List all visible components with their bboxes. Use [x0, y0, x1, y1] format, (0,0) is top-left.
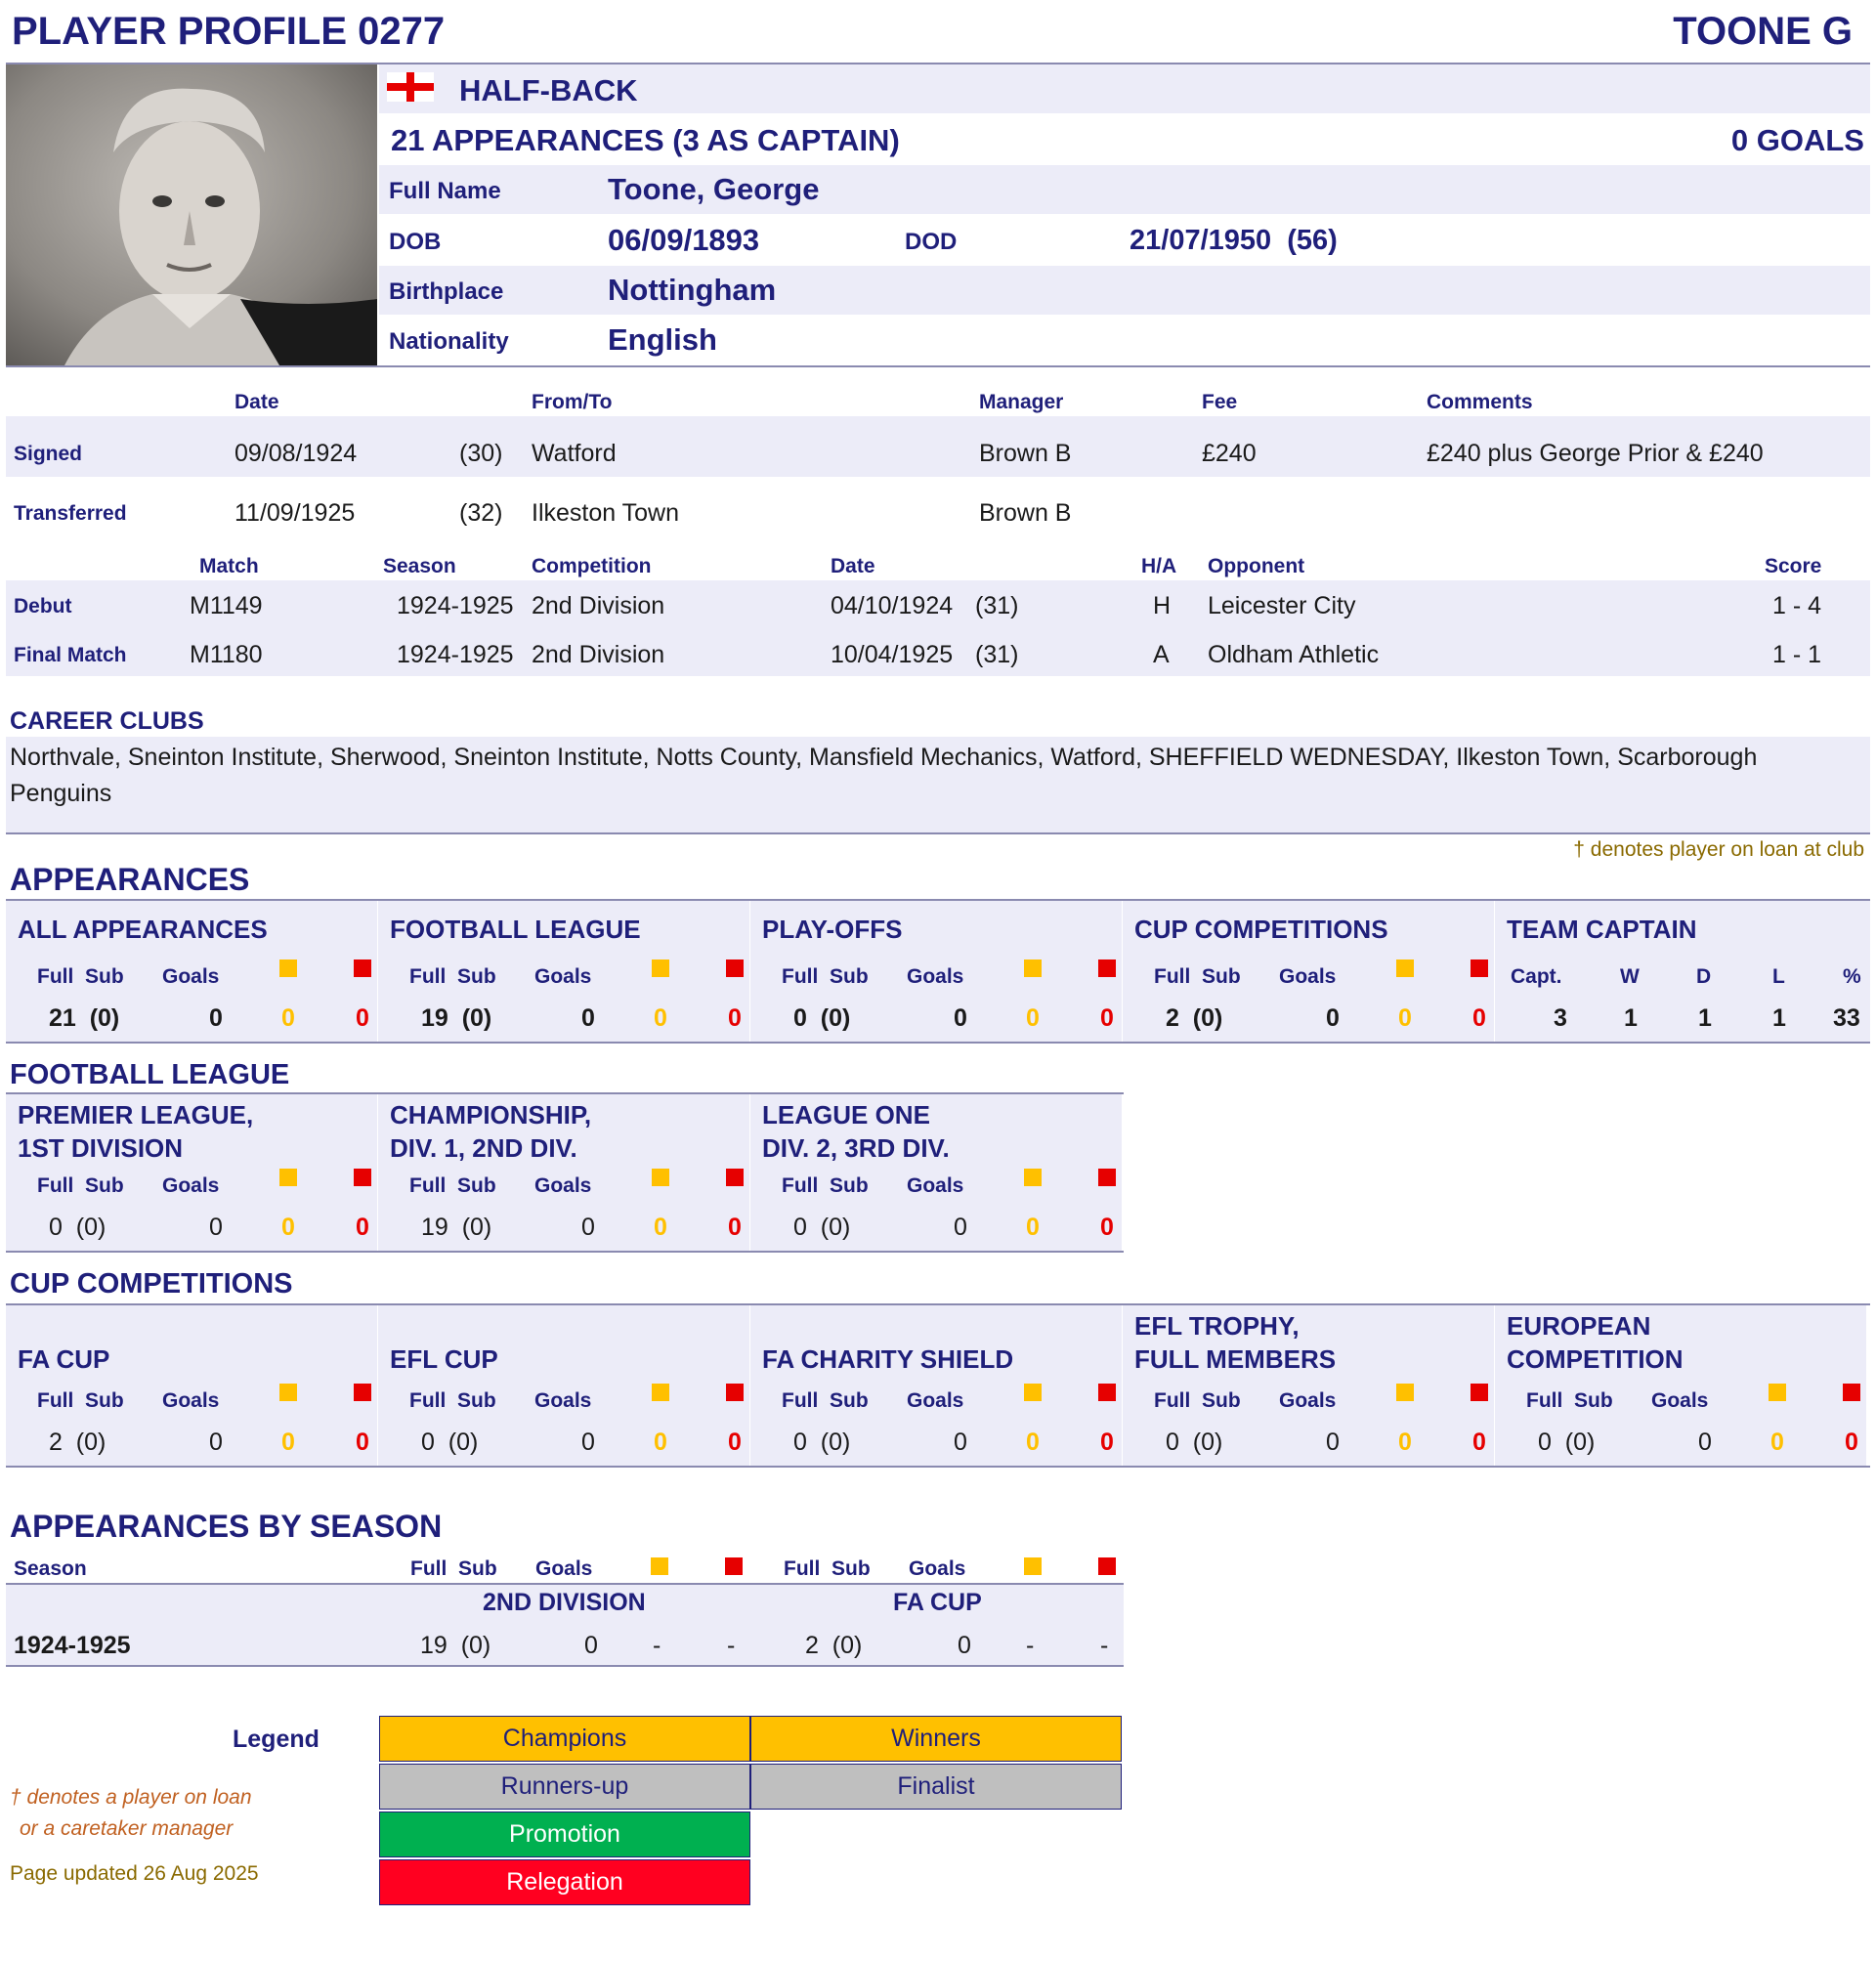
legend-loan-note-2: or a caretaker manager [20, 1817, 234, 1840]
debut-season: 1924-1925 [397, 592, 514, 619]
yellow-card-icon [1769, 1384, 1786, 1401]
stats-tile [378, 1305, 749, 1466]
by-season-title: APPEARANCES BY SEASON [10, 1509, 443, 1544]
tile-header-goals: Goals [907, 965, 964, 988]
yellow-card-icon [1024, 1384, 1042, 1401]
season-row-c2-goals: 0 [958, 1632, 971, 1659]
tile-header-full-sub: Full Sub [409, 1389, 496, 1412]
captain-header-d: D [1696, 965, 1712, 988]
season-row-c1-apps: 19 (0) [420, 1632, 491, 1659]
tile-title-line1: EFL TROPHY, [1134, 1311, 1300, 1341]
season-row-c1-red: - [727, 1632, 736, 1659]
tile-red-value: 0 [356, 1428, 369, 1456]
tile-yellow-value: 0 [1398, 1428, 1412, 1456]
transfer-header-comments: Comments [1427, 391, 1533, 413]
tile-goals-value: 0 [1698, 1428, 1712, 1456]
tile-title-line1: LEAGUE ONE [762, 1100, 930, 1130]
debut-age: (31) [975, 592, 1019, 619]
tile-header-goals: Goals [162, 965, 220, 988]
career-clubs-line2: Penguins [10, 780, 112, 807]
signed-manager: Brown B [979, 440, 1072, 467]
tile-title-line2: FA CHARITY SHIELD [762, 1344, 1014, 1374]
tile-title: FOOTBALL LEAGUE [390, 915, 641, 944]
tile-goals-value: 0 [1326, 1004, 1340, 1032]
red-card-icon [726, 1384, 744, 1401]
career-clubs-line1: Northvale, Sneinton Institute, Sherwood, Sneinton Institute, Notts County, Mansfield Mechanics, Watford, SHEFFIELD WEDNESDAY, Ilkeston Town, Scarborough [10, 744, 1758, 771]
tile-apps-value: 0 (0) [793, 1428, 851, 1456]
tile-apps-value: 2 (0) [1166, 1004, 1223, 1032]
tile-goals-value: 0 [209, 1214, 223, 1241]
match-header-opponent: Opponent [1208, 555, 1305, 577]
transferred-date: 11/09/1925 [234, 499, 356, 527]
captain-value-capt: 3 [1554, 1004, 1567, 1032]
nationality-label: Nationality [389, 328, 509, 355]
stats-tile [1495, 1305, 1866, 1466]
tile-header-full-sub: Full Sub [782, 1174, 869, 1197]
yellow-card-icon [651, 1557, 668, 1575]
season-row-c2-red: - [1100, 1632, 1109, 1659]
match-header-score: Score [1765, 555, 1822, 577]
legend-loan-note-1: † denotes a player on loan [10, 1786, 252, 1809]
tile-header-goals: Goals [534, 1174, 592, 1197]
transferred-manager: Brown B [979, 499, 1072, 527]
season-comp-2nd-division: 2ND DIVISION [483, 1589, 646, 1616]
yellow-card-icon [652, 1169, 669, 1186]
tile-header-goals: Goals [907, 1389, 964, 1412]
stats-tile [750, 1094, 1122, 1251]
tile-apps-value: 19 (0) [421, 1004, 492, 1032]
tile-header-goals: Goals [1279, 1389, 1337, 1412]
tile-apps-value: 0 (0) [1166, 1428, 1223, 1456]
tile-goals-value: 0 [1326, 1428, 1340, 1456]
tile-red-value: 0 [1472, 1428, 1486, 1456]
tile-yellow-value: 0 [1398, 1004, 1412, 1032]
yellow-card-icon [1024, 959, 1042, 977]
red-card-icon [726, 959, 744, 977]
yellow-card-icon [279, 1384, 297, 1401]
nationality-value: English [608, 322, 717, 357]
season-row-season: 1924-1925 [14, 1632, 131, 1659]
season-header-full-sub-1: Full Sub [410, 1557, 497, 1580]
tile-goals-value: 0 [581, 1004, 595, 1032]
season-header-goals-2: Goals [909, 1557, 966, 1580]
signed-fee: £240 [1202, 440, 1257, 467]
yellow-card-icon [279, 1169, 297, 1186]
season-header-full-sub-2: Full Sub [784, 1557, 871, 1580]
legend-champions: Champions [379, 1716, 750, 1762]
tile-header-full-sub: Full Sub [782, 1389, 869, 1412]
yellow-card-icon [1396, 959, 1414, 977]
final-date: 10/04/1925 [831, 641, 954, 668]
tile-header-goals: Goals [1651, 1389, 1709, 1412]
tile-title: PLAY-OFFS [762, 915, 903, 944]
legend-finalist: Finalist [750, 1764, 1122, 1810]
player-photo [6, 64, 377, 365]
stats-tile [378, 1094, 749, 1251]
stats-tile [1123, 1305, 1494, 1466]
tile-apps-value: 19 (0) [421, 1214, 492, 1241]
final-match-label: Final Match [14, 644, 127, 666]
tile-apps-value: 0 (0) [49, 1214, 107, 1241]
season-header-label: Season [14, 1557, 87, 1580]
captain-header-w: W [1620, 965, 1640, 988]
yellow-card-icon [1024, 1557, 1042, 1575]
debut-date: 04/10/1924 [831, 592, 954, 619]
tile-apps-value: 2 (0) [49, 1428, 107, 1456]
tile-title-line2: FA CUP [18, 1344, 110, 1374]
season-row-c2-yellow: - [1026, 1632, 1035, 1659]
transfer-header-date: Date [234, 391, 279, 413]
dod-label: DOD [905, 229, 958, 255]
team-captain-tile [1495, 901, 1870, 1042]
tile-red-value: 0 [1845, 1428, 1858, 1456]
season-header-goals-1: Goals [535, 1557, 593, 1580]
yellow-card-icon [279, 959, 297, 977]
match-header-match: Match [199, 555, 259, 577]
cup-competitions-title: CUP COMPETITIONS [10, 1268, 293, 1300]
tile-red-value: 0 [728, 1428, 742, 1456]
debut-score: 1 - 4 [1772, 592, 1822, 619]
red-card-icon [1098, 1384, 1116, 1401]
page-title: PLAYER PROFILE 0277 [12, 10, 446, 53]
red-card-icon [725, 1557, 743, 1575]
red-card-icon [1098, 1557, 1116, 1575]
tile-red-value: 0 [1100, 1214, 1114, 1241]
appearances-summary: 21 APPEARANCES (3 AS CAPTAIN) [391, 123, 900, 157]
tile-yellow-value: 0 [1026, 1214, 1040, 1241]
tile-header-goals: Goals [162, 1389, 220, 1412]
tile-red-value: 0 [728, 1214, 742, 1241]
tile-red-value: 0 [1472, 1004, 1486, 1032]
stats-tile [750, 1305, 1122, 1466]
debut-ha: H [1153, 592, 1172, 619]
tile-goals-value: 0 [581, 1214, 595, 1241]
stats-tile [1123, 901, 1494, 1042]
stats-tile [6, 1094, 377, 1251]
dob-value: 06/09/1893 [608, 223, 760, 257]
red-card-icon [1098, 959, 1116, 977]
captain-value-l: 1 [1772, 1004, 1786, 1032]
tile-header-full-sub: Full Sub [409, 965, 496, 988]
season-comp-fa-cup: FA CUP [893, 1589, 982, 1616]
match-header-ha: H/A [1141, 555, 1177, 577]
tile-apps-value: 0 (0) [793, 1214, 851, 1241]
captain-value-w: 1 [1624, 1004, 1638, 1032]
tile-yellow-value: 0 [654, 1214, 667, 1241]
tile-header-full-sub: Full Sub [1526, 1389, 1613, 1412]
tile-title-line1: PREMIER LEAGUE, [18, 1100, 254, 1130]
dod-value: 21/07/1950 (56) [1130, 225, 1338, 256]
goals-summary: 0 GOALS [1730, 123, 1864, 157]
final-season: 1924-1925 [397, 641, 514, 668]
tile-header-full-sub: Full Sub [1154, 1389, 1241, 1412]
england-flag-icon [387, 72, 434, 102]
signed-label: Signed [14, 443, 83, 465]
tile-title-line2: FULL MEMBERS [1134, 1344, 1337, 1374]
tile-header-goals: Goals [162, 1174, 220, 1197]
signed-age: (30) [459, 440, 503, 467]
final-age: (31) [975, 641, 1019, 668]
legend-promotion: Promotion [379, 1812, 750, 1857]
tile-title-line1: CHAMPIONSHIP, [390, 1100, 592, 1130]
tile-header-goals: Goals [534, 965, 592, 988]
tile-yellow-value: 0 [281, 1004, 295, 1032]
tile-red-value: 0 [356, 1004, 369, 1032]
red-card-icon [354, 959, 371, 977]
red-card-icon [354, 1169, 371, 1186]
final-match: M1180 [190, 641, 263, 668]
stats-tile [6, 1305, 377, 1466]
tile-red-value: 0 [1100, 1428, 1114, 1456]
legend-runners-up: Runners-up [379, 1764, 750, 1810]
tile-red-value: 0 [356, 1214, 369, 1241]
tile-header-full-sub: Full Sub [37, 1174, 124, 1197]
tile-title-line2: 1ST DIVISION [18, 1133, 184, 1163]
signed-comments: £240 plus George Prior & £240 [1427, 440, 1764, 467]
match-header-season: Season [383, 555, 456, 577]
transfer-header-fee: Fee [1202, 391, 1238, 413]
full-name-value: Toone, George [608, 172, 820, 206]
signed-club: Watford [532, 440, 617, 467]
tile-header-full-sub: Full Sub [409, 1174, 496, 1197]
tile-apps-value: 0 (0) [1538, 1428, 1596, 1456]
tile-yellow-value: 0 [654, 1004, 667, 1032]
transfer-header-manager: Manager [979, 391, 1064, 413]
tile-yellow-value: 0 [1770, 1428, 1784, 1456]
tile-title: CUP COMPETITIONS [1134, 915, 1388, 944]
debut-label: Debut [14, 595, 72, 618]
tile-apps-value: 0 (0) [793, 1004, 851, 1032]
tile-apps-value: 0 (0) [421, 1428, 479, 1456]
tile-title: ALL APPEARANCES [18, 915, 268, 944]
transfer-header-from-to: From/To [532, 391, 613, 413]
tile-goals-value: 0 [954, 1214, 967, 1241]
stats-tile [378, 901, 749, 1042]
page-updated: Page updated 26 Aug 2025 [10, 1862, 259, 1885]
tile-title-line2: DIV. 1, 2ND DIV. [390, 1133, 577, 1163]
red-card-icon [1471, 959, 1488, 977]
tile-title-line2: DIV. 2, 3RD DIV. [762, 1133, 950, 1163]
player-position: HALF-BACK [459, 73, 638, 107]
match-header-date: Date [831, 555, 875, 577]
season-row-c1-yellow: - [653, 1632, 661, 1659]
birthplace-label: Birthplace [389, 278, 504, 305]
tile-yellow-value: 0 [281, 1428, 295, 1456]
legend-relegation: Relegation [379, 1859, 750, 1905]
tile-goals-value: 0 [209, 1004, 223, 1032]
team-captain-title: TEAM CAPTAIN [1507, 915, 1697, 944]
legend-winners: Winners [750, 1716, 1122, 1762]
tile-yellow-value: 0 [1026, 1004, 1040, 1032]
match-header-competition: Competition [532, 555, 652, 577]
yellow-card-icon [652, 1384, 669, 1401]
tile-header-full-sub: Full Sub [37, 965, 124, 988]
tile-goals-value: 0 [954, 1428, 967, 1456]
tile-yellow-value: 0 [654, 1428, 667, 1456]
yellow-card-icon [1024, 1169, 1042, 1186]
signed-date: 09/08/1924 [234, 440, 358, 467]
tile-red-value: 0 [728, 1004, 742, 1032]
captain-value-pct: 33 [1833, 1004, 1860, 1032]
tile-goals-value: 0 [209, 1428, 223, 1456]
tile-apps-value: 21 (0) [49, 1004, 120, 1032]
tile-yellow-value: 0 [281, 1214, 295, 1241]
transferred-age: (32) [459, 499, 503, 527]
career-clubs-title: CAREER CLUBS [10, 707, 204, 735]
tile-header-full-sub: Full Sub [1154, 965, 1241, 988]
legend-title: Legend [233, 1726, 320, 1753]
final-score: 1 - 1 [1772, 641, 1822, 668]
red-card-icon [1471, 1384, 1488, 1401]
season-row-c1-goals: 0 [584, 1632, 598, 1659]
dob-label: DOB [389, 229, 442, 255]
football-league-title: FOOTBALL LEAGUE [10, 1059, 290, 1090]
final-ha: A [1153, 641, 1170, 668]
final-opponent: Oldham Athletic [1208, 641, 1380, 668]
debut-match: M1149 [190, 592, 263, 619]
tile-header-goals: Goals [907, 1174, 964, 1197]
full-name-label: Full Name [389, 178, 501, 204]
birthplace-value: Nottingham [608, 273, 777, 307]
season-row-c2-apps: 2 (0) [805, 1632, 863, 1659]
tile-goals-value: 0 [954, 1004, 967, 1032]
tile-red-value: 0 [1100, 1004, 1114, 1032]
final-competition: 2nd Division [532, 641, 665, 668]
transferred-club: Ilkeston Town [532, 499, 680, 527]
debut-competition: 2nd Division [532, 592, 665, 619]
tile-title-line2: COMPETITION [1507, 1344, 1684, 1374]
tile-goals-value: 0 [581, 1428, 595, 1456]
tile-header-goals: Goals [534, 1389, 592, 1412]
tile-header-full-sub: Full Sub [37, 1389, 124, 1412]
tile-header-goals: Goals [1279, 965, 1337, 988]
tile-title-line2: EFL CUP [390, 1344, 498, 1374]
red-card-icon [354, 1384, 371, 1401]
tile-title-line1: EUROPEAN [1507, 1311, 1651, 1341]
tile-header-full-sub: Full Sub [782, 965, 869, 988]
red-card-icon [1098, 1169, 1116, 1186]
captain-value-d: 1 [1698, 1004, 1712, 1032]
debut-opponent: Leicester City [1208, 592, 1356, 619]
stats-tile [6, 901, 377, 1042]
yellow-card-icon [1396, 1384, 1414, 1401]
stats-tile [750, 901, 1122, 1042]
yellow-card-icon [652, 959, 669, 977]
tile-yellow-value: 0 [1026, 1428, 1040, 1456]
red-card-icon [1843, 1384, 1860, 1401]
transferred-label: Transferred [14, 502, 127, 525]
appearances-title: APPEARANCES [10, 862, 250, 897]
red-card-icon [726, 1169, 744, 1186]
captain-header-pct: % [1843, 965, 1861, 988]
loan-note: † denotes player on loan at club [1573, 838, 1864, 861]
player-short-name: TOONE G [1673, 10, 1853, 53]
captain-header-l: L [1772, 965, 1785, 988]
captain-header-capt: Capt. [1511, 965, 1562, 988]
